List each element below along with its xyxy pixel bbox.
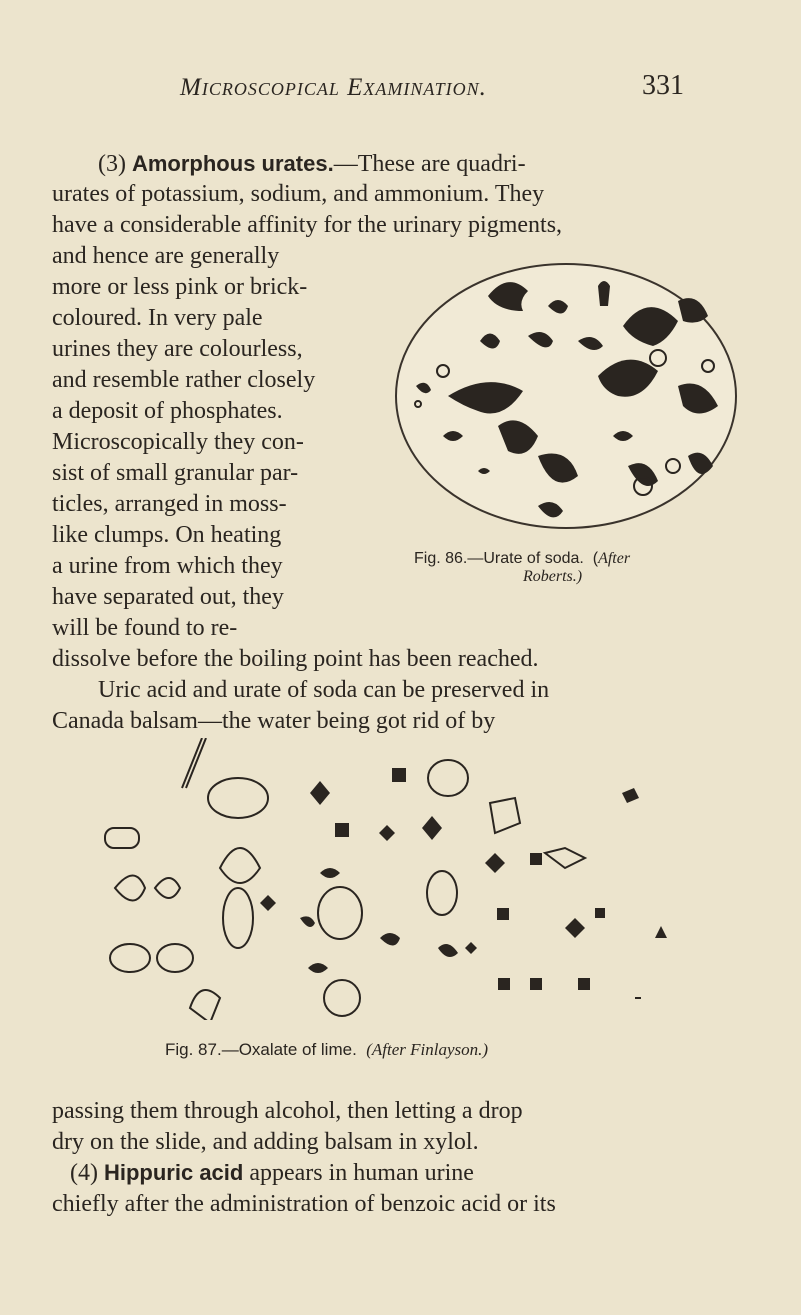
figure-87-caption: [165, 1040, 488, 1060]
text-line: urines they are colourless,: [52, 336, 303, 362]
page-number: 331: [642, 70, 684, 101]
paragraph-3-line-1: [98, 150, 526, 178]
figure-87-oxalate-of-lime: [90, 738, 730, 1020]
figure-86-caption-line-1: [414, 550, 630, 568]
text-line: have separated out, they: [52, 584, 284, 610]
text-line: ticles, arranged in moss-: [52, 491, 287, 517]
text-line: chiefly after the administration of benzoic acid or its: [52, 1191, 556, 1217]
running-title: Microscopical Examination.: [180, 74, 487, 101]
figure-86-caption-line-2: [523, 568, 582, 586]
text-line: like clumps. On heating: [52, 522, 282, 548]
text-line: Microscopically they con-: [52, 429, 304, 455]
text-line: dissolve before the boiling point has been reached.: [52, 646, 539, 672]
text-line: have a considerable affinity for the urinary pigments,: [52, 212, 563, 238]
heading-hippuric-acid: Hippuric acid: [103, 1160, 244, 1185]
heading-amorphous-urates: Amorphous urates.: [131, 151, 334, 176]
paragraph-4-line-1: [70, 1159, 474, 1187]
text-line: a deposit of phosphates.: [52, 398, 283, 424]
text-line: Uric acid and urate of soda can be preserved in: [98, 677, 550, 703]
caption-text: Fig. 87.—Oxalate of lime.: [165, 1040, 357, 1059]
text-run: —These are quadri-: [333, 151, 526, 177]
caption-paren: (: [592, 550, 599, 567]
caption-italic: (After Finlayson.): [366, 1040, 489, 1059]
caption-italic: Roberts.): [523, 568, 583, 585]
text-line: and resemble rather closely: [52, 367, 316, 393]
text-line: sist of small granular par-: [52, 460, 299, 486]
text-line: a urine from which they: [52, 553, 283, 579]
text-line: passing them through alcohol, then letting a drop: [52, 1098, 523, 1124]
text-run: appears in human urine: [243, 1160, 474, 1186]
caption-italic: After: [598, 550, 631, 567]
figure-86-urate-of-soda: [388, 256, 743, 548]
text-line: and hence are generally: [52, 243, 280, 269]
text-line: Canada balsam—the water being got rid of by: [52, 708, 496, 734]
caption-text: Fig. 86.—Urate of soda.: [414, 550, 584, 567]
text-line: coloured. In very pale: [52, 305, 263, 331]
text-line: urates of potassium, sodium, and ammonium. They: [52, 181, 545, 207]
text-line: dry on the slide, and adding balsam in xylol.: [52, 1129, 479, 1155]
running-header: [0, 68, 801, 108]
text-line: more or less pink or brick-: [52, 274, 308, 300]
item-number: (4): [70, 1160, 104, 1186]
item-number: (3): [98, 151, 132, 177]
text-line: will be found to re-: [52, 615, 238, 641]
